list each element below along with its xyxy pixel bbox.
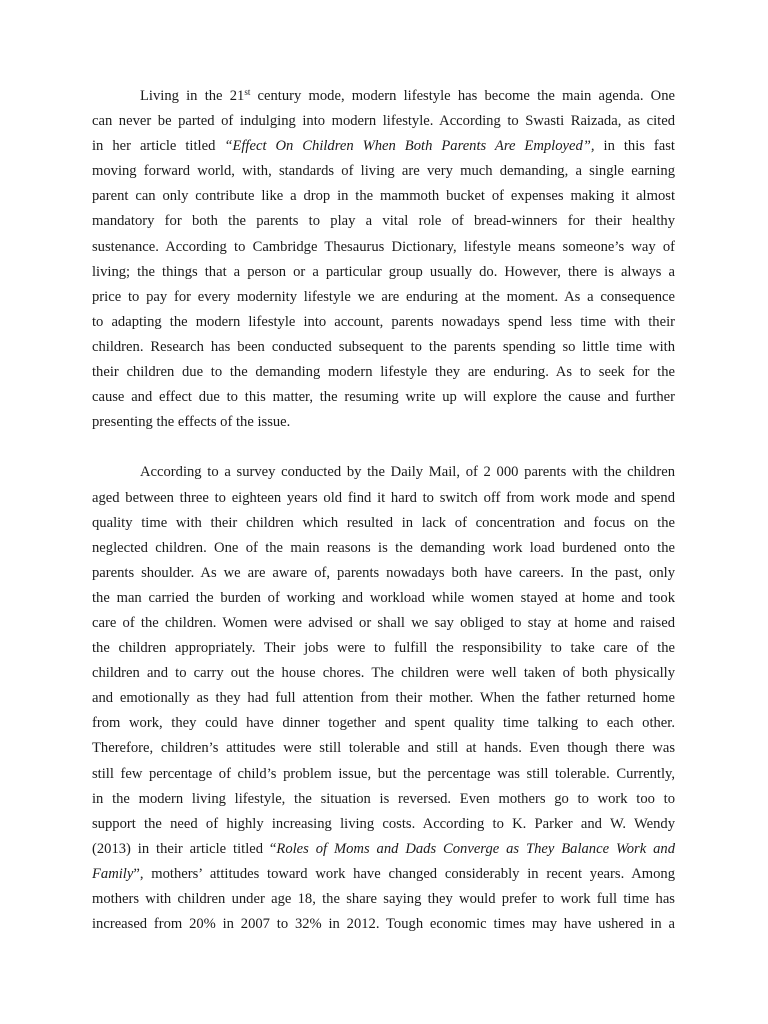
text-line: neglected children. One of the main reasons is the demanding work load burdened onto the	[92, 539, 675, 556]
text-line: to adapting the modern lifestyle into account, parents nowadays spend less time with their	[92, 313, 675, 330]
text-line: aged between three to eighteen years old find it hard to switch off from work mode and spend	[92, 489, 675, 506]
text-line: their children due to the demanding modern lifestyle they are enduring. As to seek for the	[92, 364, 675, 381]
text-line	[92, 84, 675, 109]
text-line: parent can only contribute like a drop in the mammoth bucket of expenses making it almost	[92, 188, 675, 205]
text-line: the children appropriately. Their jobs were to fulfill the responsibility to take care of the	[92, 640, 675, 657]
paragraph-1	[92, 84, 675, 435]
paragraph-gap	[92, 435, 675, 460]
text-span: (2013) in their article titled “	[92, 840, 277, 857]
text-line: can never be parted of indulging into modern lifestyle. According to Swasti Raizada, as cited	[92, 113, 675, 130]
text-line: parents shoulder. As we are aware of, parents nowadays both have careers. In the past, only	[92, 564, 675, 581]
document-page	[92, 84, 675, 937]
text-line: children and to carry out the house chores. The children were well taken of both physically	[92, 665, 675, 682]
text-line: increased from 20% in 2007 to 32% in 2012. Tough economic times may have ushered in a	[92, 916, 675, 933]
article-title: Roles of Moms and Dads Converge as They Balance Work and	[276, 840, 676, 857]
article-title: Family	[92, 865, 134, 882]
text-line	[92, 862, 675, 887]
text-line	[92, 837, 675, 862]
text-line: and emotionally as they had full attention from their mother. When the father returned home	[92, 690, 675, 707]
text-line: care of the children. Women were advised or shall we say obliged to stay at home and raised	[92, 614, 675, 631]
text-line: mothers with children under age 18, the share saying they would prefer to work full time has	[92, 891, 675, 907]
text-line: mandatory for both the parents to play a vital role of bread-winners for their healthy	[92, 213, 675, 230]
text-line: children. Research has been conducted subsequent to the parents spending so little time with	[92, 338, 675, 355]
text-line: price to pay for every modernity lifestyle we are enduring at the moment. As a consequence	[92, 288, 675, 305]
text-span: ”, mothers’ attitudes toward work have changed considerably in recent years. Among	[133, 865, 675, 882]
text-line: cause and effect due to this matter, the resuming write up will explore the cause and further	[92, 389, 675, 406]
text-line: quality time with their children which resulted in lack of concentration and focus on the	[92, 514, 675, 531]
text-span: century mode, modern lifestyle has become the main agenda. One	[250, 88, 675, 104]
text-line: in the modern living lifestyle, the situation is reversed. Even mothers go to work too to	[92, 790, 675, 807]
text-line: According to a survey conducted by the Daily Mail, of 2 000 parents with the children	[140, 464, 675, 481]
text-span: in her article titled	[92, 138, 225, 155]
text-line: Therefore, children’s attitudes were still tolerable and still at hands. Even though there was	[92, 740, 675, 757]
text-span: in this fast	[594, 138, 675, 155]
text-line: support the need of highly increasing living costs. According to K. Parker and W. Wendy	[92, 815, 675, 832]
superscript: st	[244, 87, 251, 97]
text-line: the man carried the burden of working and workload while women stayed at home and took	[92, 589, 675, 606]
text-line: still few percentage of child’s problem issue, but the percentage was still tolerable. Currently,	[92, 765, 675, 782]
text-line: presenting the effects of the issue.	[92, 414, 291, 431]
text-line: living; the things that a person or a particular group usually do. However, there is always a	[92, 263, 675, 280]
text-line: from work, they could have dinner together and spent quality time talking to each other.	[92, 715, 675, 732]
text-line: sustenance. According to Cambridge Thesaurus Dictionary, lifestyle means someone’s way of	[92, 238, 675, 255]
text-span: Living in the 21	[140, 88, 245, 104]
text-line	[92, 134, 675, 159]
article-title: “Effect On Children When Both Parents Are Employed”,	[224, 138, 595, 155]
text-line: moving forward world, with, standards of living are very much demanding, a single earning	[92, 163, 675, 180]
paragraph-2	[92, 460, 675, 937]
